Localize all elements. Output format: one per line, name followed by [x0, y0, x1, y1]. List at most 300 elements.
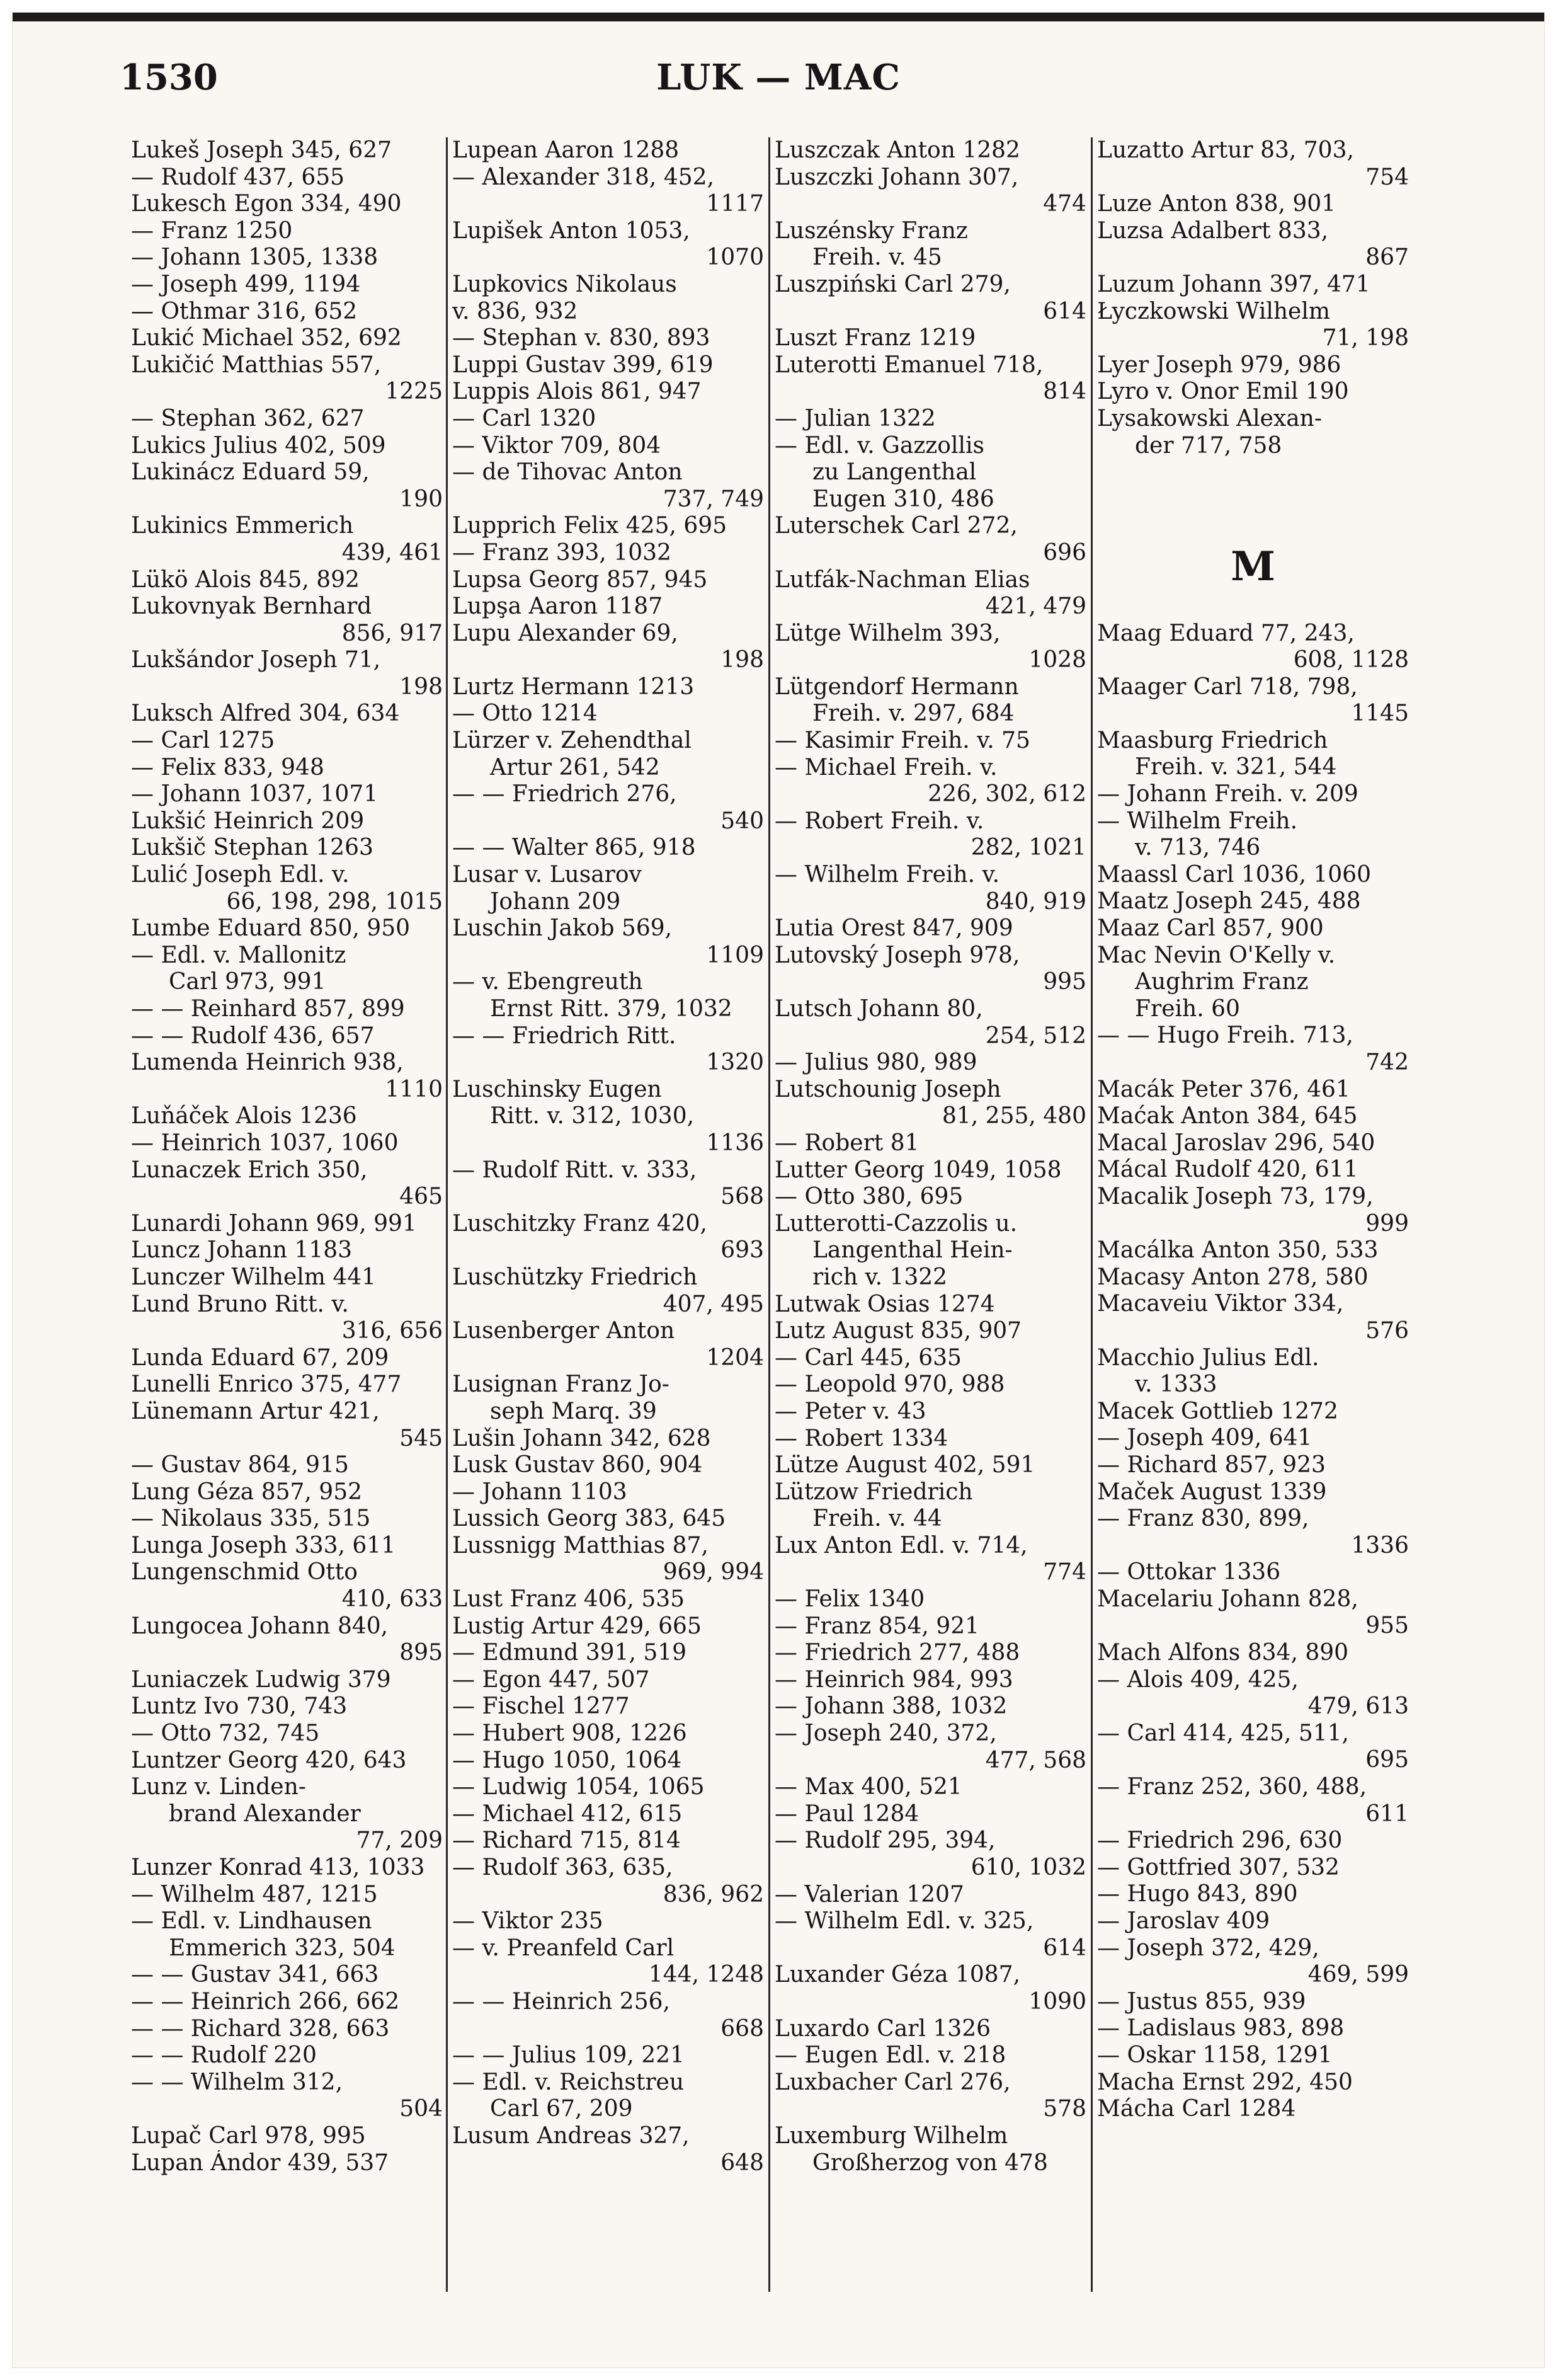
index-entry: Macal Jaroslav 296, 540 — [1097, 1130, 1375, 1156]
index-entry: Lükö Alois 845, 892 — [131, 566, 360, 593]
index-entry: Lurtz Hermann 1213 — [452, 673, 695, 700]
index-entry: — v. Preanfeld Carl — [452, 1935, 675, 1961]
entry-continuation: 77, 209 — [356, 1828, 443, 1854]
entry-continuation: 254, 512 — [985, 1022, 1086, 1049]
index-entry: Lunga Joseph 333, 611 — [131, 1532, 396, 1559]
index-entry: Lund Bruno Ritt. v. — [131, 1291, 349, 1317]
index-entry: Lustig Artur 429, 665 — [452, 1613, 702, 1639]
index-entry: Lukics Julius 402, 509 — [131, 432, 386, 459]
index-entry: — Alexander 318, 452, — [452, 164, 714, 190]
index-entry: Luschin Jakob 569, — [452, 915, 673, 942]
index-entry: — Edl. v. Reichstreu — [452, 2069, 685, 2095]
entry-continuation: 1336 — [1351, 1532, 1409, 1559]
page-number: 1530 — [120, 57, 218, 98]
index-entry: Luniaczek Ludwig 379 — [131, 1666, 391, 1693]
index-entry: — Hugo 1050, 1064 — [452, 1747, 682, 1773]
entry-continuation: 144, 1248 — [648, 1962, 764, 1988]
index-entry: — Johann 1305, 1338 — [131, 244, 379, 271]
index-entry: Carl 67, 209 — [490, 2096, 633, 2122]
index-entry: Langenthal Hein- — [812, 1237, 1013, 1264]
index-entry: — Othmar 316, 652 — [131, 298, 358, 324]
column-2 — [452, 137, 764, 2292]
index-entry: — Robert Freih. v. — [775, 808, 984, 834]
entry-continuation: 867 — [1365, 244, 1409, 271]
index-entry: — — Friedrich 276, — [452, 781, 677, 808]
index-entry: — Viktor 709, 804 — [452, 432, 661, 459]
entry-continuation: 955 — [1365, 1613, 1409, 1639]
index-entry: — Michael Freih. v. — [775, 754, 998, 781]
entry-continuation: 1090 — [1028, 1988, 1086, 2015]
entry-continuation: 282, 1021 — [971, 835, 1086, 861]
index-entry: Lutovský Joseph 978, — [775, 942, 1020, 968]
index-entry: Lutwak Osias 1274 — [775, 1291, 995, 1317]
index-entry: Macha Ernst 292, 450 — [1097, 2069, 1353, 2095]
index-entry: — Johann 1037, 1071 — [131, 781, 379, 808]
index-entry: Großherzog von 478 — [812, 2149, 1048, 2176]
index-entry: Luszczak Anton 1282 — [775, 137, 1020, 163]
index-entry: Lusignan Franz Jo- — [452, 1371, 669, 1398]
entry-continuation: 695 — [1365, 1747, 1409, 1773]
index-entry: Lukšič Stephan 1263 — [131, 835, 373, 861]
index-entry: brand Alexander — [169, 1800, 361, 1827]
index-entry: — Johann 388, 1032 — [775, 1693, 1008, 1720]
entry-continuation: 1320 — [706, 1050, 764, 1076]
index-entry: Lysakowski Alexan- — [1097, 405, 1323, 432]
index-entry: — Gottfried 307, 532 — [1097, 1854, 1340, 1880]
index-entry: — Fischel 1277 — [452, 1693, 630, 1720]
index-entry: Maatz Joseph 245, 488 — [1097, 888, 1361, 915]
index-entry: Macelariu Johann 828, — [1097, 1586, 1358, 1612]
index-entry: Luzsa Adalbert 833, — [1097, 217, 1329, 244]
index-entry: Mácal Rudolf 420, 611 — [1097, 1157, 1358, 1183]
index-entry: Luppis Alois 861, 947 — [452, 379, 702, 405]
index-entry: Maasburg Friedrich — [1097, 727, 1328, 753]
entry-continuation: 568 — [720, 1184, 764, 1210]
entry-continuation: 474 — [1043, 191, 1086, 217]
entry-continuation: 840, 919 — [985, 888, 1086, 915]
index-entry: — Franz 854, 921 — [775, 1613, 980, 1639]
entry-continuation: 999 — [1365, 1210, 1409, 1237]
index-entry: Carl 973, 991 — [169, 969, 326, 995]
entry-continuation: 693 — [720, 1237, 764, 1264]
entry-continuation: 1225 — [385, 379, 443, 405]
index-entry: Luksch Alfred 304, 634 — [131, 701, 400, 727]
index-entry: zu Langenthal — [812, 459, 977, 486]
entry-continuation: 545 — [399, 1425, 443, 1451]
index-entry: Lunelli Enrico 375, 477 — [131, 1371, 402, 1398]
index-entry: — Wilhelm Freih. — [1097, 808, 1298, 834]
index-entry: Macák Peter 376, 461 — [1097, 1076, 1350, 1102]
index-entry: Luzatto Artur 83, 703, — [1097, 137, 1354, 163]
index-entry: Lütgendorf Hermann — [775, 673, 1019, 700]
index-entry: — Wilhelm Freih. v. — [775, 862, 1000, 888]
index-entry: Lyro v. Onor Emil 190 — [1097, 379, 1349, 405]
index-entry: Ritt. v. 312, 1030, — [490, 1103, 695, 1130]
index-entry: Luszpiński Carl 279, — [775, 271, 1011, 297]
index-entry: — — Reinhard 857, 899 — [131, 996, 405, 1022]
entry-continuation: 610, 1032 — [971, 1855, 1086, 1880]
index-entry: — Franz 1250 — [131, 217, 293, 244]
index-entry: — Felix 1340 — [775, 1586, 925, 1613]
index-entry: Lux Anton Edl. v. 714, — [775, 1532, 1028, 1559]
entry-continuation: 856, 917 — [341, 620, 443, 646]
index-entry: — Julian 1322 — [775, 405, 936, 432]
index-entry: — Edl. v. Lindhausen — [131, 1908, 372, 1935]
index-entry: — Friedrich 277, 488 — [775, 1640, 1020, 1666]
index-entry: Luzum Johann 397, 471 — [1097, 271, 1370, 297]
entry-continuation: 421, 479 — [985, 593, 1086, 620]
entry-continuation: 895 — [399, 1640, 443, 1666]
index-entry: — Ludwig 1054, 1065 — [452, 1774, 705, 1800]
index-entry: Maćak Anton 384, 645 — [1097, 1103, 1358, 1130]
index-entry: Lusum Andreas 327, — [452, 2122, 690, 2149]
index-entry: — Carl 445, 635 — [775, 1344, 962, 1371]
index-entry: Luszczki Johann 307, — [775, 164, 1019, 190]
index-entry: — Justus 855, 939 — [1097, 1988, 1306, 2015]
index-entry: Lussnigg Matthias 87, — [452, 1532, 709, 1559]
index-entry: — Edl. v. Mallonitz — [131, 942, 346, 968]
index-entry: der 717, 758 — [1135, 432, 1282, 459]
index-entry: Lukovnyak Bernhard — [131, 593, 372, 620]
entry-continuation: 754 — [1365, 164, 1409, 190]
entry-continuation: 1136 — [706, 1130, 764, 1156]
index-entry: Lust Franz 406, 535 — [452, 1586, 685, 1613]
index-entry: — — Heinrich 256, — [452, 1988, 670, 2015]
page-header — [13, 57, 1544, 113]
index-entry: Freih. v. 297, 684 — [812, 701, 1015, 727]
entry-continuation: 479, 613 — [1307, 1693, 1409, 1720]
index-entry: Ernst Ritt. 379, 1032 — [490, 996, 732, 1022]
index-entry: Lukšándor Joseph 71, — [131, 647, 381, 673]
entry-continuation: 66, 198, 298, 1015 — [226, 888, 443, 915]
entry-continuation: 81, 255, 480 — [942, 1103, 1086, 1130]
index-entry: v. 1333 — [1135, 1371, 1217, 1398]
index-entry: Luze Anton 838, 901 — [1097, 191, 1336, 217]
index-entry: — Oskar 1158, 1291 — [1097, 2042, 1333, 2068]
index-entry: Johann 209 — [490, 888, 621, 915]
entry-continuation: 469, 599 — [1307, 1962, 1409, 1988]
column-rule — [1091, 137, 1093, 2292]
entry-continuation: 648 — [720, 2149, 764, 2176]
index-entry: Lutz August 835, 907 — [775, 1318, 1022, 1344]
index-entry: Lünemann Artur 421, — [131, 1398, 380, 1424]
entry-continuation: 668 — [720, 2015, 764, 2042]
index-entry: — Viktor 235 — [452, 1908, 603, 1935]
index-entry: Luterotti Emanuel 718, — [775, 352, 1044, 378]
directory-page — [13, 13, 1544, 2367]
index-entry: — Richard 715, 814 — [452, 1828, 681, 1854]
index-entry: v. 713, 746 — [1135, 835, 1261, 861]
entry-continuation: 190 — [399, 486, 443, 512]
index-entry: Lukičić Matthias 557, — [131, 352, 382, 378]
index-entry: — Nikolaus 335, 515 — [131, 1506, 371, 1532]
index-entry: Mach Alfons 834, 890 — [1097, 1640, 1349, 1666]
index-entry: Luschützky Friedrich — [452, 1264, 698, 1290]
index-entry: — Heinrich 1037, 1060 — [131, 1130, 399, 1156]
index-entry: Macálka Anton 350, 533 — [1097, 1237, 1379, 1264]
index-entry: Luntzer Georg 420, 643 — [131, 1747, 407, 1773]
index-entry: Lusar v. Lusarov — [452, 862, 642, 888]
index-entry: — Richard 857, 923 — [1097, 1451, 1326, 1478]
index-entry: Lusk Gustav 860, 904 — [452, 1452, 703, 1479]
index-entry: Lupsa Georg 857, 945 — [452, 566, 708, 593]
scan-edge — [13, 13, 1544, 21]
index-entry: Eugen 310, 486 — [812, 486, 994, 512]
index-entry: Lürzer v. Zehendthal — [452, 728, 692, 754]
entry-continuation: 614 — [1043, 1935, 1086, 1961]
index-entry: Luszt Franz 1219 — [775, 325, 976, 352]
index-entry: — Joseph 240, 372, — [775, 1720, 997, 1747]
index-entry: Maag Eduard 77, 243, — [1097, 620, 1355, 646]
index-entry: — Robert 1334 — [775, 1425, 948, 1451]
index-entry: — — Richard 328, 663 — [131, 2015, 390, 2042]
index-entry: Luschitzky Franz 420, — [452, 1210, 707, 1237]
index-entry: — — Julius 109, 221 — [452, 2042, 685, 2069]
index-entry: — Hugo 843, 890 — [1097, 1881, 1298, 1908]
index-entry: Aughrim Franz — [1135, 969, 1309, 995]
entry-continuation: 969, 994 — [663, 1559, 764, 1586]
entry-continuation: 608, 1128 — [1293, 647, 1409, 673]
index-entry: — Max 400, 521 — [775, 1774, 962, 1800]
index-entry: Lutter Georg 1049, 1058 — [775, 1157, 1062, 1183]
index-entry: — Wilhelm 487, 1215 — [131, 1881, 378, 1908]
index-entry: — Peter v. 43 — [775, 1398, 926, 1424]
index-entry: — Heinrich 984, 993 — [775, 1666, 1013, 1693]
index-entry: — Carl 414, 425, 511, — [1097, 1720, 1349, 1746]
index-entry: Lunda Eduard 67, 209 — [131, 1344, 389, 1371]
entry-continuation: 696 — [1043, 539, 1086, 566]
index-entry: — Johann Freih. v. 209 — [1097, 781, 1358, 808]
index-entry: — Valerian 1207 — [775, 1881, 964, 1908]
index-entry: Macasy Anton 278, 580 — [1097, 1264, 1369, 1290]
entry-continuation: 316, 656 — [341, 1318, 443, 1344]
index-entry: — — Heinrich 266, 662 — [131, 1988, 400, 2015]
index-entry: Lupean Aaron 1288 — [452, 137, 680, 163]
index-entry: Freih. v. 45 — [812, 244, 942, 271]
index-entry: — — Friedrich Ritt. — [452, 1022, 676, 1049]
index-entry: Luschinsky Eugen — [452, 1076, 662, 1102]
entry-continuation: 1109 — [706, 942, 764, 968]
index-entry: Luncz Johann 1183 — [131, 1237, 353, 1264]
index-entry: Lusenberger Anton — [452, 1318, 675, 1344]
index-entry: Mácha Carl 1284 — [1097, 2096, 1296, 2122]
entry-continuation: 226, 302, 612 — [928, 781, 1086, 808]
index-entry: Lukeš Joseph 345, 627 — [131, 137, 392, 163]
entry-continuation: 995 — [1043, 969, 1086, 995]
index-entry: — Michael 412, 615 — [452, 1800, 683, 1827]
index-entry: — Hubert 908, 1226 — [452, 1720, 687, 1747]
index-entry: Lutfák-Nachman Elias — [775, 566, 1030, 593]
index-entry: — de Tihovac Anton — [452, 459, 683, 486]
entry-continuation: 410, 633 — [341, 1586, 443, 1613]
index-entry: — Gustav 864, 915 — [131, 1452, 349, 1479]
index-entry: Freih. 60 — [1135, 995, 1240, 1022]
index-entry: — Rudolf 437, 655 — [131, 164, 345, 190]
index-entry: seph Marq. 39 — [490, 1398, 657, 1424]
index-entry: — Rudolf 363, 635, — [452, 1855, 673, 1880]
index-entry: — — Gustav 341, 663 — [131, 1962, 379, 1988]
entry-continuation: 578 — [1043, 2096, 1086, 2122]
index-entry: — Johann 1103 — [452, 1479, 627, 1505]
index-entry: Luterschek Carl 272, — [775, 513, 1018, 539]
column-1 — [131, 137, 443, 2292]
index-entry: — Rudolf 295, 394, — [775, 1828, 996, 1854]
index-entry: Maager Carl 718, 798, — [1097, 673, 1358, 700]
index-entry: Lutterotti-Cazzolis u. — [775, 1210, 1018, 1237]
entry-continuation: 1110 — [385, 1076, 443, 1102]
index-entry: Lukinácz Eduard 59, — [131, 459, 370, 486]
index-entry: Maček August 1339 — [1097, 1479, 1327, 1505]
entry-continuation: 465 — [399, 1184, 443, 1210]
entry-continuation: 1145 — [1351, 701, 1409, 727]
entry-continuation: 477, 568 — [985, 1747, 1086, 1773]
section-letter: M — [1231, 542, 1275, 590]
spacer — [1097, 459, 1409, 540]
index-entry: Freih. v. 321, 544 — [1135, 754, 1337, 781]
index-entry: — Robert 81 — [775, 1130, 919, 1156]
index-entry: Lutschounig Joseph — [775, 1076, 1001, 1102]
index-entry: — Edmund 391, 519 — [452, 1640, 687, 1666]
entry-continuation: 439, 461 — [341, 539, 443, 566]
index-entry: Luntz Ivo 730, 743 — [131, 1693, 348, 1720]
index-entry: — Joseph 409, 641 — [1097, 1425, 1312, 1451]
column-3 — [775, 137, 1086, 2292]
index-entry: Lyer Joseph 979, 986 — [1097, 352, 1341, 378]
index-entry: Macchio Julius Edl. — [1097, 1344, 1319, 1371]
index-entry: — Kasimir Freih. v. 75 — [775, 728, 1030, 754]
index-entry: Lupkovics Nikolaus — [452, 271, 677, 297]
index-entry: Lumbe Eduard 850, 950 — [131, 915, 411, 942]
entry-continuation: 504 — [399, 2096, 443, 2122]
index-entry: Lungocea Johann 840, — [131, 1613, 389, 1639]
entry-continuation: 742 — [1365, 1050, 1409, 1076]
entry-continuation: 71, 198 — [1322, 325, 1409, 352]
index-entry: — Carl 1275 — [131, 728, 275, 754]
index-entry: — — Hugo Freih. 713, — [1097, 1022, 1353, 1049]
index-entry: Luxander Géza 1087, — [775, 1962, 1021, 1988]
index-entry: — Franz 830, 899, — [1097, 1506, 1309, 1532]
index-entry: — Otto 732, 745 — [131, 1720, 320, 1747]
index-entry: — Ottokar 1336 — [1097, 1559, 1281, 1586]
entry-continuation: 576 — [1365, 1317, 1409, 1344]
index-entry: Lukić Michael 352, 692 — [131, 325, 402, 352]
entry-continuation: 1070 — [706, 244, 764, 271]
index-entry: — Joseph 499, 1194 — [131, 271, 361, 297]
entry-continuation: 407, 495 — [663, 1291, 764, 1317]
index-entry: — Leopold 970, 988 — [775, 1371, 1005, 1398]
index-entry: Luňáček Alois 1236 — [131, 1103, 357, 1130]
index-entry: — Friedrich 296, 630 — [1097, 1828, 1343, 1854]
index-entry: — Rudolf Ritt. v. 333, — [452, 1157, 697, 1183]
index-entry: — Edl. v. Gazzollis — [775, 432, 984, 459]
index-entry: Macek Gottlieb 1272 — [1097, 1398, 1338, 1424]
index-entry: v. 836, 932 — [452, 298, 578, 324]
index-entry: Lulić Joseph Edl. v. — [131, 862, 350, 888]
spacer — [1097, 593, 1409, 621]
index-entry: Lupač Carl 978, 995 — [131, 2122, 366, 2149]
index-entry: Lumenda Heinrich 938, — [131, 1050, 404, 1076]
index-entry: — — Rudolf 220 — [131, 2042, 317, 2069]
index-entry: Lütge Wilhelm 393, — [775, 620, 1001, 646]
index-entry: — Ladislaus 983, 898 — [1097, 2015, 1345, 2042]
index-entry: Lützow Friedrich — [775, 1479, 973, 1505]
index-entry: Lutsch Johann 80, — [775, 996, 983, 1022]
entry-continuation: 198 — [399, 673, 443, 700]
index-entry: Lunardi Johann 969, 991 — [131, 1210, 417, 1237]
entry-continuation: 774 — [1043, 1559, 1086, 1586]
entry-continuation: 611 — [1365, 1800, 1409, 1827]
entry-continuation: 198 — [720, 647, 764, 673]
index-entry: Luszénsky Franz — [775, 217, 968, 244]
index-entry: — Egon 447, 507 — [452, 1666, 650, 1693]
index-entry: — Otto 380, 695 — [775, 1184, 964, 1210]
index-entry: — Eugen Edl. v. 218 — [775, 2042, 1006, 2069]
index-entry: Lunz v. Linden- — [131, 1774, 306, 1800]
index-entry: Luxbacher Carl 276, — [775, 2069, 1011, 2095]
index-entry: Lukšić Heinrich 209 — [131, 808, 365, 834]
entry-continuation: 540 — [720, 808, 764, 834]
index-entry: Lukinics Emmerich — [131, 513, 354, 539]
index-entry: Lussich Georg 383, 645 — [452, 1506, 726, 1532]
index-entry: Luppi Gustav 399, 619 — [452, 352, 714, 378]
index-entry: Lunaczek Erich 350, — [131, 1157, 368, 1183]
index-entry: Lupan Ándor 439, 537 — [131, 2149, 389, 2176]
index-entry: Lušin Johann 342, 628 — [452, 1425, 711, 1451]
index-entry: — — Rudolf 436, 657 — [131, 1022, 375, 1049]
index-entry: Lukesch Egon 334, 490 — [131, 191, 402, 217]
index-columns — [131, 137, 1409, 2292]
index-entry: Lütze August 402, 591 — [775, 1452, 1035, 1479]
index-entry: Lupşa Aaron 1187 — [452, 593, 663, 620]
index-entry: — Joseph 372, 429, — [1097, 1935, 1319, 1961]
index-entry: — Stephan v. 830, 893 — [452, 325, 710, 352]
entry-continuation: 614 — [1043, 298, 1086, 324]
entry-continuation: 1204 — [706, 1344, 764, 1371]
index-entry: Łyczkowski Wilhelm — [1097, 298, 1331, 324]
index-entry: Macalik Joseph 73, 179, — [1097, 1183, 1374, 1210]
index-entry: — Felix 833, 948 — [131, 754, 324, 781]
index-entry: — — Wilhelm 312, — [131, 2069, 343, 2095]
column-4 — [1097, 137, 1409, 2292]
entry-continuation: 814 — [1043, 379, 1086, 405]
index-entry: — v. Ebengreuth — [452, 969, 643, 995]
index-entry: Lung Géza 857, 952 — [131, 1479, 363, 1505]
index-entry: Freih. v. 44 — [812, 1506, 942, 1532]
index-entry: rich v. 1322 — [812, 1264, 948, 1290]
index-entry: Luxemburg Wilhelm — [775, 2122, 1008, 2149]
index-entry: — Franz 252, 360, 488, — [1097, 1774, 1367, 1800]
index-entry: Lungenschmid Otto — [131, 1559, 358, 1586]
index-entry: — Carl 1320 — [452, 405, 596, 432]
index-entry: Luxardo Carl 1326 — [775, 2015, 991, 2042]
index-entry: Macaveiu Viktor 334, — [1097, 1291, 1344, 1317]
entry-continuation: 836, 962 — [663, 1881, 764, 1908]
entry-continuation: 737, 749 — [663, 486, 764, 512]
index-entry: — Jaroslav 409 — [1097, 1908, 1270, 1935]
index-entry: — Paul 1284 — [775, 1800, 919, 1827]
index-entry: — Stephan 362, 627 — [131, 405, 365, 432]
index-entry: Artur 261, 542 — [490, 754, 660, 781]
entry-continuation: 1117 — [706, 191, 764, 217]
index-entry: Maaz Carl 857, 900 — [1097, 915, 1324, 942]
index-entry: — — Walter 865, 918 — [452, 835, 696, 861]
index-entry: Emmerich 323, 504 — [169, 1935, 396, 1961]
column-rule — [446, 137, 448, 2292]
index-entry: Lupu Alexander 69, — [452, 620, 678, 646]
index-entry: Lunzer Konrad 413, 1033 — [131, 1855, 425, 1880]
index-entry: — Wilhelm Edl. v. 325, — [775, 1908, 1034, 1935]
index-entry: Lutia Orest 847, 909 — [775, 915, 1013, 942]
